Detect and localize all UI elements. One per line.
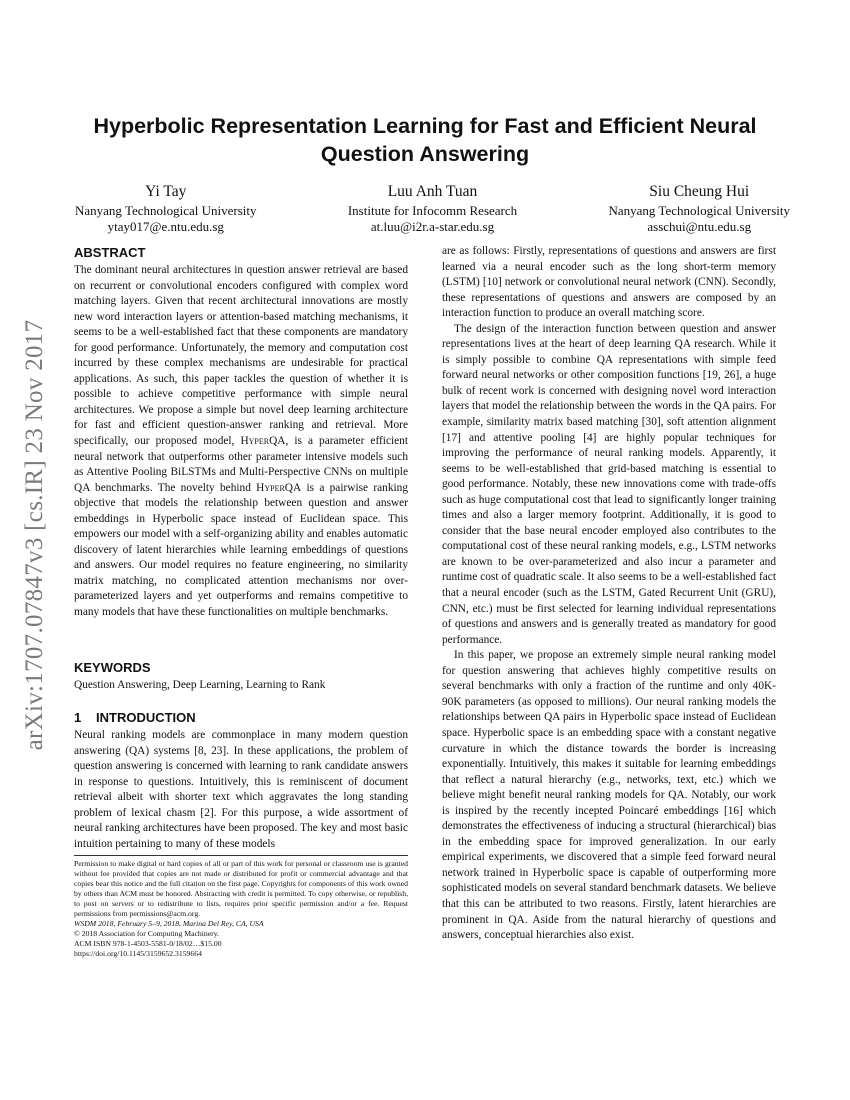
keywords-section (74, 659, 408, 697)
abstract-section (74, 244, 408, 646)
introduction-paragraph: The design of the interaction function between question and answer representations lives at the heart of deep learning QA research. While it is simply possible to combine QA representations with simple feed forward neural networks or other composition functions [19, 26], a huge bulk of recent work is concerned with designing novel word interaction layers that model the relationship between the words in the QA pairs. For example, similarity matrix based matching [30], soft attention alignment [17] and attentive pooling [4] are highly popular techniques for improving the performance of neural ranking models. Apparently, it seems to be well-established that grid-based matching is essential to good performance. Notably, these new innovations come with trade-offs such as huge computational cost that lead to significantly longer training times and also a larger memory footprint. Additionally, it is good to consider that the base neural encoder employed also contributes to the computational cost of these neural ranking models, e.g., LSTM networks are known to be over-parameterized and also incur a parameter and runtime cost of quadratic scale. It also seems to be a well-established fact that a neural encoder (such as the LSTM, Gated Recurrent Unit (GRU), CNN, etc.) must be first selected for learning individual representations of questions and answers and is generally treated as mandatory for good performance. (442, 322, 776, 646)
model-name: HyperQA (240, 435, 286, 448)
abstract-heading: ABSTRACT (74, 245, 146, 260)
venue-line: WSDM 2018, February 5–9, 2018, Marina Del Rey, CA, USA (74, 919, 264, 928)
right-column (442, 244, 776, 944)
copyright-footnote (74, 855, 408, 959)
introduction-paragraph: Neural ranking models are commonplace in many modern question answering (QA) systems [8, 23]. In these applications, the problem of question answering is concerned with learning to rank candidate answers in response to questions. Intuitively, this is reminiscent of document retrieval albeit with shorter text which aggravates the long standing problem of lexical chasm [2]. For this purpose, a wide assortment of neural ranking architectures have been proposed. The key and most basic intuition pertaining to many of these models (74, 729, 408, 850)
permission-notice: Permission to make digital or hard copies of all or part of this work for personal or classroom use is granted without fee provided that copies are not made or distributed for profit or commercial advantage and that copies bear this notice and the full citation on the first page. Copyrights for components of this work owned by others than ACM must be honored. Abstracting with credit is permitted. To copy otherwise, or republish, to post on servers or to redistribute to lists, requires prior specific permission and/or a fee. Request permissions from permissions@acm.org. (74, 859, 408, 918)
copyright-line: © 2018 Association for Computing Machinery. (74, 929, 219, 938)
author-email: ytay017@e.ntu.edu.sg (107, 219, 224, 234)
arxiv-identifier-text: arXiv:1707.07847v3 [cs.IR] 23 Nov 2017 (21, 319, 48, 751)
author-block (348, 182, 517, 235)
section-number: 1 (74, 710, 82, 725)
author-affiliation: Nanyang Technological University (75, 203, 257, 218)
introduction-section (74, 709, 408, 852)
section-title: INTRODUCTION (96, 710, 196, 725)
paper-title: Hyperbolic Representation Learning for Fast and Efficient Neural Question Answering (93, 114, 757, 166)
introduction-paragraph: are as follows: Firstly, representations of questions and answers are first learned via a neural encoder such as the long short-term memory (LSTM) [10] network or convolutional neural network (CNN). Secondly, these representations of questions and answers are composed by an interaction function to produce an overall matching score. (442, 245, 776, 320)
author-name: Yi Tay (145, 183, 187, 200)
author-affiliation: Institute for Infocomm Research (347, 203, 518, 218)
author-affiliation: Nanyang Technological University (608, 203, 790, 218)
author-name: Luu Anh Tuan (387, 183, 478, 200)
doi-link[interactable]: https://doi.org/10.1145/3159652.3159664 (74, 949, 202, 958)
abstract-text: The dominant neural architectures in question answer retrieval are based on recurrent or convolutional encoders configured with complex word matching layers. Given that recent architectural innovations are mostly new word interaction layers or attention-based matching mechanisms, it seems to be a well-established fact that these components are mandatory for good performance. Unfortunately, the memory and computation cost incurred by these complex mechanisms are undesirable for practical applications. As such, this paper tackles the question of whether it is possible to achieve competitive performance with simple neural architectures. We propose a simple but novel deep learning architecture for fast and efficient question-answer ranking and retrieval. More specifically, our proposed model, HyperQA, is a parameter efficient neural network that outperforms other parameter intensive models such as Attentive Pooling BiLSTMs and Multi-Perspective CNNs on multiple QA benchmarks. The novelty behind HyperQA is a pairwise ranking objective that models the relationship between question and answer embeddings in Hyperbolic space instead of Euclidean space. This empowers our model with a self-organizing ability and enables automatic discovery of latent hierarchies while learning embeddings of questions and answers. Our model requires no feature engineering, no similarity matrix matching, no complicated attention mechanisms nor over-parameterized layers and yet outperforms and remains competitive to many models that have these functionalities on multiple benchmarks. (74, 264, 408, 619)
keywords-text: Question Answering, Deep Learning, Learning to Rank (74, 679, 326, 691)
left-column (74, 244, 408, 852)
author-list (75, 182, 790, 235)
introduction-heading (74, 709, 408, 727)
keywords-heading: KEYWORDS (74, 660, 151, 675)
author-block (75, 182, 257, 235)
author-block (608, 182, 790, 235)
author-email: asschui@ntu.edu.sg (647, 219, 752, 234)
introduction-paragraph: In this paper, we propose an extremely simple neural ranking model for question answering that achieves highly competitive results on several benchmarks with only a fraction of the runtime and only 40K-90K parameters (as opposed to millions). Our neural ranking models the relationships between QA pairs in Hyperbolic space instead of Euclidean space. Hyperbolic space is an embedding space with a constant negative curvature in which the distance towards the border is increasing exponentially. Intuitively, this makes it suitable for learning embeddings that reflect a natural hierarchy (e.g., networks, text, etc.) which we believe might benefit neural ranking models for QA. Notably, our work is inspired by the recently incepted Poincaré embeddings [16] which demonstrates the effectiveness of inducing a structural (hierarchical) bias in the embedding space for improved generalization. In our early empirical experiments, we discovered that a simple feed forward neural network trained in Hyperbolic space is capable of outperforming more sophisticated models on several standard benchmark datasets. We believe that this can be attributed to two reasons. Firstly, latent hierarchies are prominent in QA. Aside from the natural hierarchy of questions and answers, conceptual hierarchies also exist. (442, 649, 776, 942)
author-email: at.luu@i2r.a-star.edu.sg (370, 219, 495, 234)
author-name: Siu Cheung Hui (649, 183, 750, 200)
arxiv-identifier-stamp (22, 295, 48, 775)
isbn-line: ACM ISBN 978-1-4503-5581-0/18/02…$15.00 (74, 939, 222, 948)
model-name: HyperQA (256, 481, 302, 494)
